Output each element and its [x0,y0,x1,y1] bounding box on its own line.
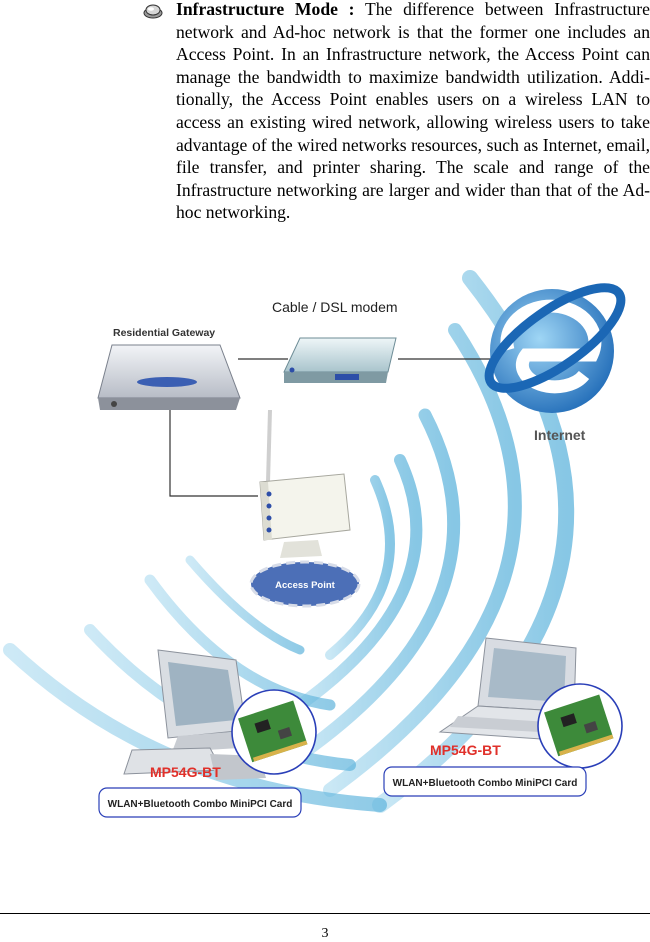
gateway-label: Residential Gateway [113,327,216,339]
bullet-icon [142,3,164,19]
footer-rule [0,913,650,914]
residential-gateway [98,327,240,410]
network-diagram [0,250,650,830]
cable-dsl-modem [272,299,398,383]
left-model-label: MP54G-BT [150,764,221,780]
access-point-label: Access Point [275,580,335,591]
page-number: 3 [321,926,329,941]
section-body: The difference between Infrastructure network and Ad-hoc network is that the former one includes an Access Point. In an Infrastructure network, the Access Point can manage the bandwidth to maximize bandwidth utilization. Addi-tionally, the Access Point enables users on a wireless LAN to access an existing wired network, allowing wireless users to take advantage of the wired networks resources, such as Internet, email, file transfer, and printer sharing. The scale and range of the Infrastructure networking are larger and wider than that of the Ad-hoc networking. [176,0,650,223]
minipci-card-right [538,684,622,768]
left-card-caption [99,788,301,817]
internet-label: Internet [534,427,586,443]
left-card-label: WLAN+Bluetooth Combo MiniPCI Card [107,799,293,810]
access-point-device [251,410,359,606]
right-model-label: MP54G-BT [430,742,501,758]
infrastructure-mode-paragraph [176,0,650,224]
section-heading: Infrastructure Mode : [176,0,355,19]
right-card-caption [384,767,586,796]
modem-label: Cable / DSL modem [272,299,398,315]
minipci-card-left [232,690,316,774]
right-card-label: WLAN+Bluetooth Combo MiniPCI Card [392,778,578,789]
